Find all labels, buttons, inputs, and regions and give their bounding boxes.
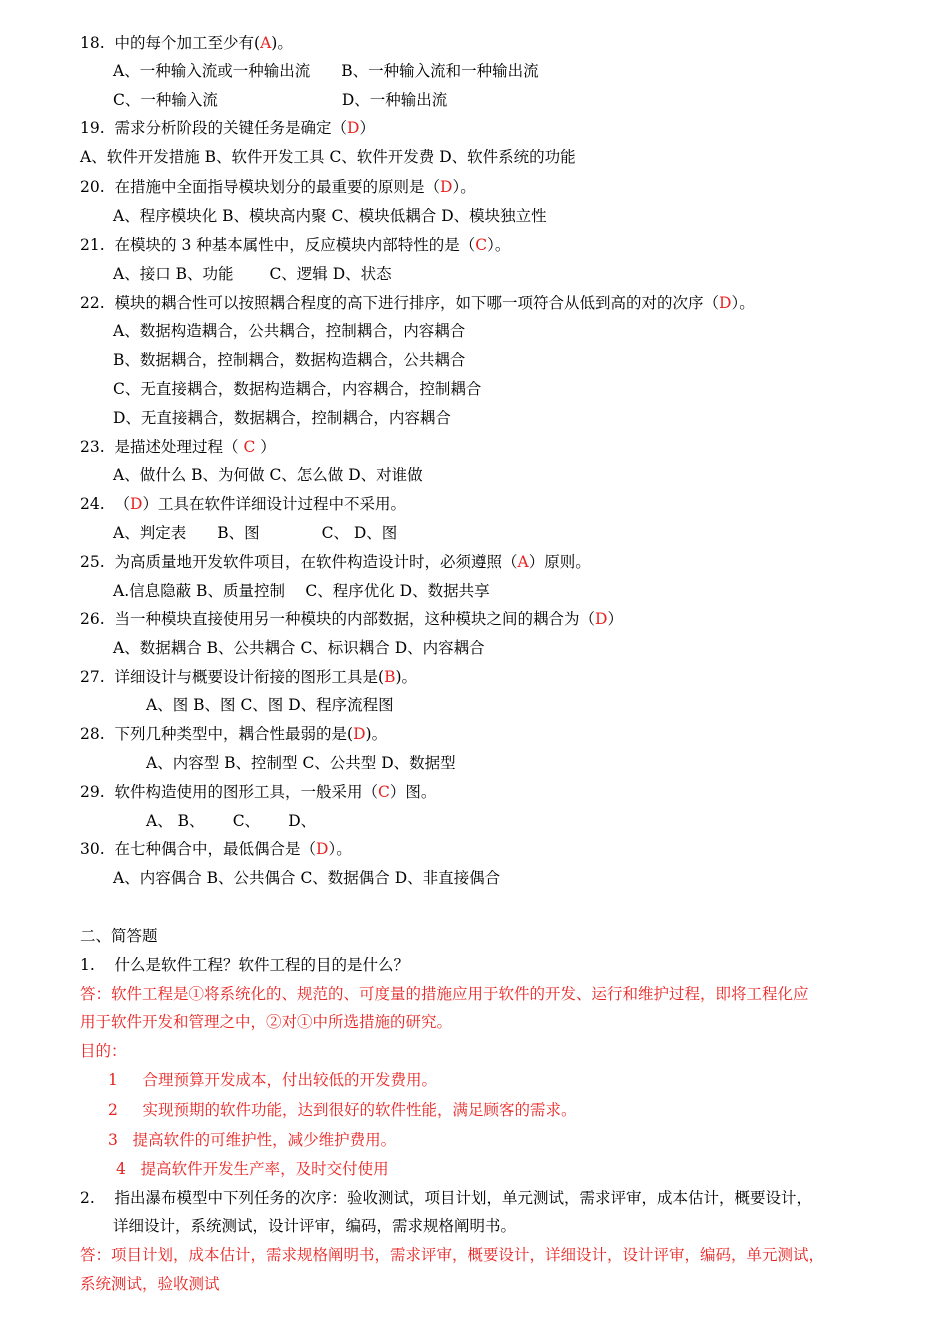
question-number: 2. xyxy=(80,1189,95,1207)
question-30 xyxy=(80,839,352,859)
question-22-options-4: D、无直接耦合，数据耦合，控制耦合，内容耦合 xyxy=(113,409,451,427)
question-number: 1. xyxy=(80,956,95,974)
question-stem-end: ） xyxy=(359,119,375,137)
question-27-options-1: A、图 B、图 C、图 D、程序流程图 xyxy=(146,696,394,714)
answer-mark: C xyxy=(378,783,390,801)
answer-line-2: 用于软件开发和管理之中，②对①中所选措施的研究。 xyxy=(80,1013,453,1031)
question-number: 21. xyxy=(80,236,105,254)
question-20-options-1: A、程序模块化 B、模块高内聚 C、模块低耦合 D、模块独立性 xyxy=(113,207,547,225)
question-stem: 当一种模块直接使用另一种模块的内部数据，这种模块之间的耦合为（ xyxy=(114,610,596,628)
question-number: 26. xyxy=(80,610,105,628)
question-stem: 模块的耦合性可以按照耦合程度的高下进行排序，如下哪一项符合从低到高的对的次序（ xyxy=(114,294,720,312)
question-30-options-1: A、内容偶合 B、公共偶合 C、数据偶合 D、非直接偶合 xyxy=(113,869,501,887)
question-21 xyxy=(80,235,510,255)
purpose-text: 实现预期的软件功能，达到很好的软件性能，满足顾客的需求。 xyxy=(142,1101,577,1119)
question-29-options-1: A、 B、 C、 D、 xyxy=(146,812,317,830)
question-number: 27. xyxy=(80,668,105,686)
question-22-options-1: A、数据构造耦合，公共耦合，控制耦合，内容耦合 xyxy=(113,322,466,340)
question-number: 18. xyxy=(80,34,105,52)
question-27 xyxy=(80,667,417,687)
question-28 xyxy=(80,724,387,744)
purpose-text: 提高软件开发生产率，及时交付使用 xyxy=(140,1160,389,1178)
question-18-options-1: A、一种输入流或一种输出流 B、一种输入流和一种输出流 xyxy=(113,62,539,80)
question-stem: 在措施中全面指导模块划分的最重要的原则是（ xyxy=(114,178,441,196)
question-25-options-1: A.信息隐蔽 B、质量控制 C、程序优化 D、数据共享 xyxy=(113,582,490,600)
question-26-options-1: A、数据耦合 B、公共耦合 C、标识耦合 D、内容耦合 xyxy=(113,639,485,657)
purpose-item-1 xyxy=(108,1070,437,1090)
answer-mark: D xyxy=(347,119,360,137)
question-stem: 中的每个加工至少有( xyxy=(114,34,261,52)
purpose-num: 2 xyxy=(108,1101,118,1119)
section-heading: 二、简答题 xyxy=(80,927,158,945)
question-number: 20. xyxy=(80,178,105,196)
question-18-options-2: C、一种输入流 D、一种输出流 xyxy=(113,91,448,109)
question-number: 28. xyxy=(80,725,105,743)
question-stem: 软件构造使用的图形工具，一般采用（ xyxy=(114,783,379,801)
question-20 xyxy=(80,177,476,197)
question-stem: 在模块的 3 种基本属性中，反应模块内部特性的是（ xyxy=(114,236,476,254)
short-question-2 xyxy=(80,1188,812,1208)
question-stem-end: ）原则。 xyxy=(528,553,591,571)
question-19-options-1: A、软件开发措施 B、软件开发工具 C、软件开发费 D、软件系统的功能 xyxy=(80,148,576,166)
question-26 xyxy=(80,609,623,629)
answer-mark: D xyxy=(353,725,366,743)
answer-2-line-1: 答：项目计划，成本估计，需求规格阐明书，需求评审，概要设计，详细设计，设计评审，编码，单元测试， xyxy=(80,1246,825,1264)
question-stem-end: )。 xyxy=(395,668,418,686)
question-22-options-2: B、数据耦合，控制耦合，数据构造耦合，公共耦合 xyxy=(113,351,466,369)
question-24-options-1: A、判定表 B、图 C、 D、图 xyxy=(113,524,398,542)
question-28-options-1: A、内容型 B、控制型 C、公共型 D、数据型 xyxy=(146,754,456,772)
question-text: 指出瀑布模型中下列任务的次序：验收测试，项目计划，单元测试，需求评审，成本估计，概要设计， xyxy=(114,1189,813,1207)
answer-mark: C xyxy=(243,438,256,456)
purpose-num: 1 xyxy=(108,1071,118,1089)
purpose-num: 4 xyxy=(116,1160,126,1178)
question-number: 29. xyxy=(80,783,105,801)
question-21-options-1: A、接口 B、功能 C、逻辑 D、状态 xyxy=(113,265,392,283)
question-stem: 需求分析阶段的关键任务是确定（ xyxy=(114,119,348,137)
question-19 xyxy=(80,118,375,138)
answer-mark: D xyxy=(316,840,329,858)
purpose-item-4 xyxy=(116,1159,389,1179)
question-stem: 在七种偶合中，最低偶合是（ xyxy=(114,840,317,858)
short-question-1 xyxy=(80,955,409,975)
question-stem-end: )。 xyxy=(365,725,388,743)
answer-mark: B xyxy=(384,668,396,686)
question-text: 什么是软件工程？软件工程的目的是什么？ xyxy=(114,956,410,974)
question-stem: 详细设计与概要设计衔接的图形工具是( xyxy=(114,668,385,686)
question-29 xyxy=(80,782,436,802)
purpose-item-3 xyxy=(108,1130,396,1150)
purpose-item-2 xyxy=(108,1100,577,1120)
short-question-2-cont: 详细设计，系统测试，设计评审，编码，需求规格阐明书。 xyxy=(113,1217,517,1235)
purpose-text: 合理预算开发成本，付出较低的开发费用。 xyxy=(142,1071,438,1089)
answer-mark: D xyxy=(719,294,732,312)
question-stem-end: ） xyxy=(607,610,623,628)
question-stem-end: )。 xyxy=(271,34,293,52)
question-number: 19. xyxy=(80,119,105,137)
question-stem-end: ） xyxy=(255,438,276,456)
question-25 xyxy=(80,552,591,572)
answer-mark: D xyxy=(595,610,608,628)
question-stem-end: ）。 xyxy=(487,236,511,254)
answer-mark: A xyxy=(517,553,529,571)
question-18 xyxy=(80,33,293,53)
question-stem: 为高质量地开发软件项目，在软件构造设计时，必须遵照（ xyxy=(114,553,518,571)
question-22-options-3: C、无直接耦合，数据构造耦合，内容耦合，控制耦合 xyxy=(113,380,482,398)
answer-mark: D xyxy=(440,178,453,196)
answer-mark: C xyxy=(475,236,488,254)
question-stem: （ xyxy=(114,495,131,513)
answer-line-1: 答：软件工程是①将系统化的、规范的、可度量的措施应用于软件的开发、运行和维护过程，即将工程化应 xyxy=(80,985,809,1003)
answer-mark: D xyxy=(130,495,143,513)
question-22 xyxy=(80,293,755,313)
question-number: 30. xyxy=(80,840,105,858)
question-stem: 下列几种类型中，耦合性最弱的是( xyxy=(114,725,354,743)
question-stem-end: ）。 xyxy=(328,840,352,858)
question-number: 22. xyxy=(80,294,105,312)
question-23-options-1: A、做什么 B、为何做 C、怎么做 D、对谁做 xyxy=(113,466,423,484)
question-stem-end: ）工具在软件详细设计过程中不采用。 xyxy=(142,495,406,513)
purpose-num: 3 xyxy=(108,1131,118,1149)
question-number: 25. xyxy=(80,553,105,571)
purpose-label: 目的： xyxy=(80,1042,127,1060)
question-stem-end: ）。 xyxy=(452,178,476,196)
question-24 xyxy=(80,494,406,514)
question-stem: 是描述处理过程（ xyxy=(114,438,244,456)
answer-2-line-2: 系统测试，验收测试 xyxy=(80,1275,220,1293)
purpose-text: 提高软件的可维护性，减少维护费用。 xyxy=(132,1131,397,1149)
answer-mark: A xyxy=(260,34,272,52)
question-23 xyxy=(80,437,276,457)
question-stem-end: ）。 xyxy=(731,294,755,312)
question-number: 24. xyxy=(80,495,105,513)
question-number: 23. xyxy=(80,438,105,456)
question-stem-end: ）图。 xyxy=(389,783,437,801)
